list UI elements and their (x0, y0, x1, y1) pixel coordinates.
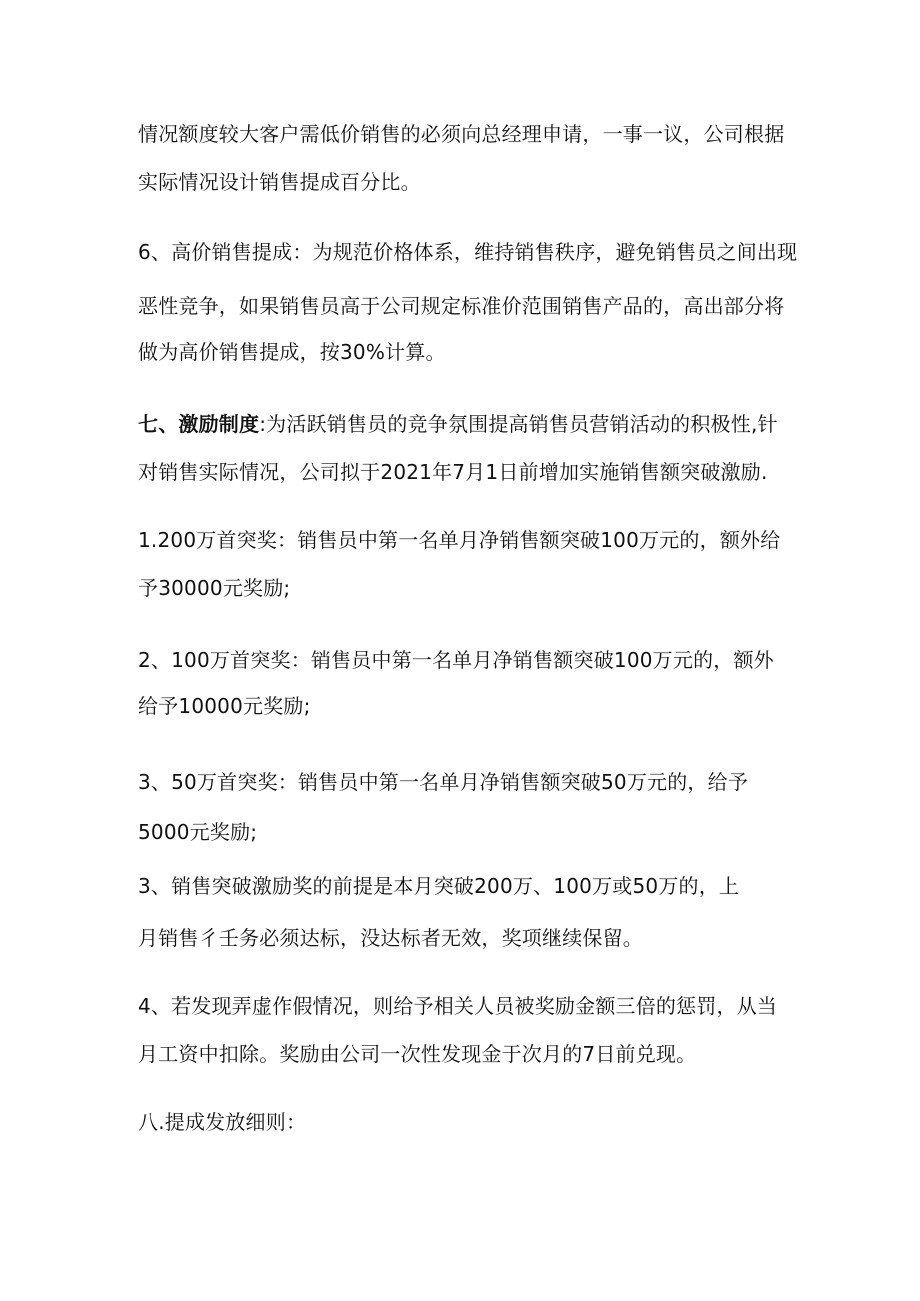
paragraph-line: 1.200万首突奖：销售员中第一名单月净销售额突破100万元的，额外给 (138, 528, 781, 552)
paragraph-line: 2、100万首突奖：销售员中第一名单月净销售额突破100万元的，额外 (138, 648, 774, 672)
paragraph-line: 月工资中扣除。奖励由公司一次性发现金于次月的7日前兑现。 (138, 1042, 697, 1066)
paragraph-text: :为活跃销售员的竞争氛围提高销售员营销活动的积极性,针 (259, 412, 778, 436)
paragraph-line: 6、高价销售提成：为规范价格体系，维持销售秩序，避免销售员之间出现 (138, 240, 798, 264)
paragraph-line: 情况额度较大客户需低价销售的必须向总经理申请，一事一议，公司根据 (138, 122, 785, 146)
paragraph-line: 3、销售突破激励奖的前提是本月突破200万、100万或50万的，上 (138, 874, 740, 898)
paragraph-line: 做为高价销售提成，按30%计算。 (138, 340, 446, 364)
paragraph-line: 5000元奖励; (138, 820, 258, 844)
paragraph-line: 3、50万首突奖：销售员中第一名单月净销售额突破50万元的，给予 (138, 770, 749, 794)
section-heading-line (138, 410, 778, 438)
paragraph-line: 给予10000元奖励; (138, 694, 311, 718)
paragraph-line: 4、若发现弄虚作假情况，则给予相关人员被奖励金额三倍的惩罚，从当 (138, 994, 778, 1018)
section-heading: 七、激励制度 (138, 412, 260, 436)
paragraph-line: 实际情况设计销售提成百分比。 (138, 170, 421, 194)
paragraph-line: 对销售实际情况，公司拟于2021年7月1日前增加实施销售额突破激励. (138, 460, 768, 484)
paragraph-line: 予30000元奖励; (138, 576, 291, 600)
paragraph-line: 月销售彳壬务必须达标，没达标者无效，奖项继续保留。 (138, 926, 643, 950)
paragraph-line: 恶性竞争，如果销售员高于公司规定标准价范围销售产品的，高出部分将 (138, 294, 785, 318)
section-heading: 八.提成发放细则： (138, 1110, 307, 1134)
